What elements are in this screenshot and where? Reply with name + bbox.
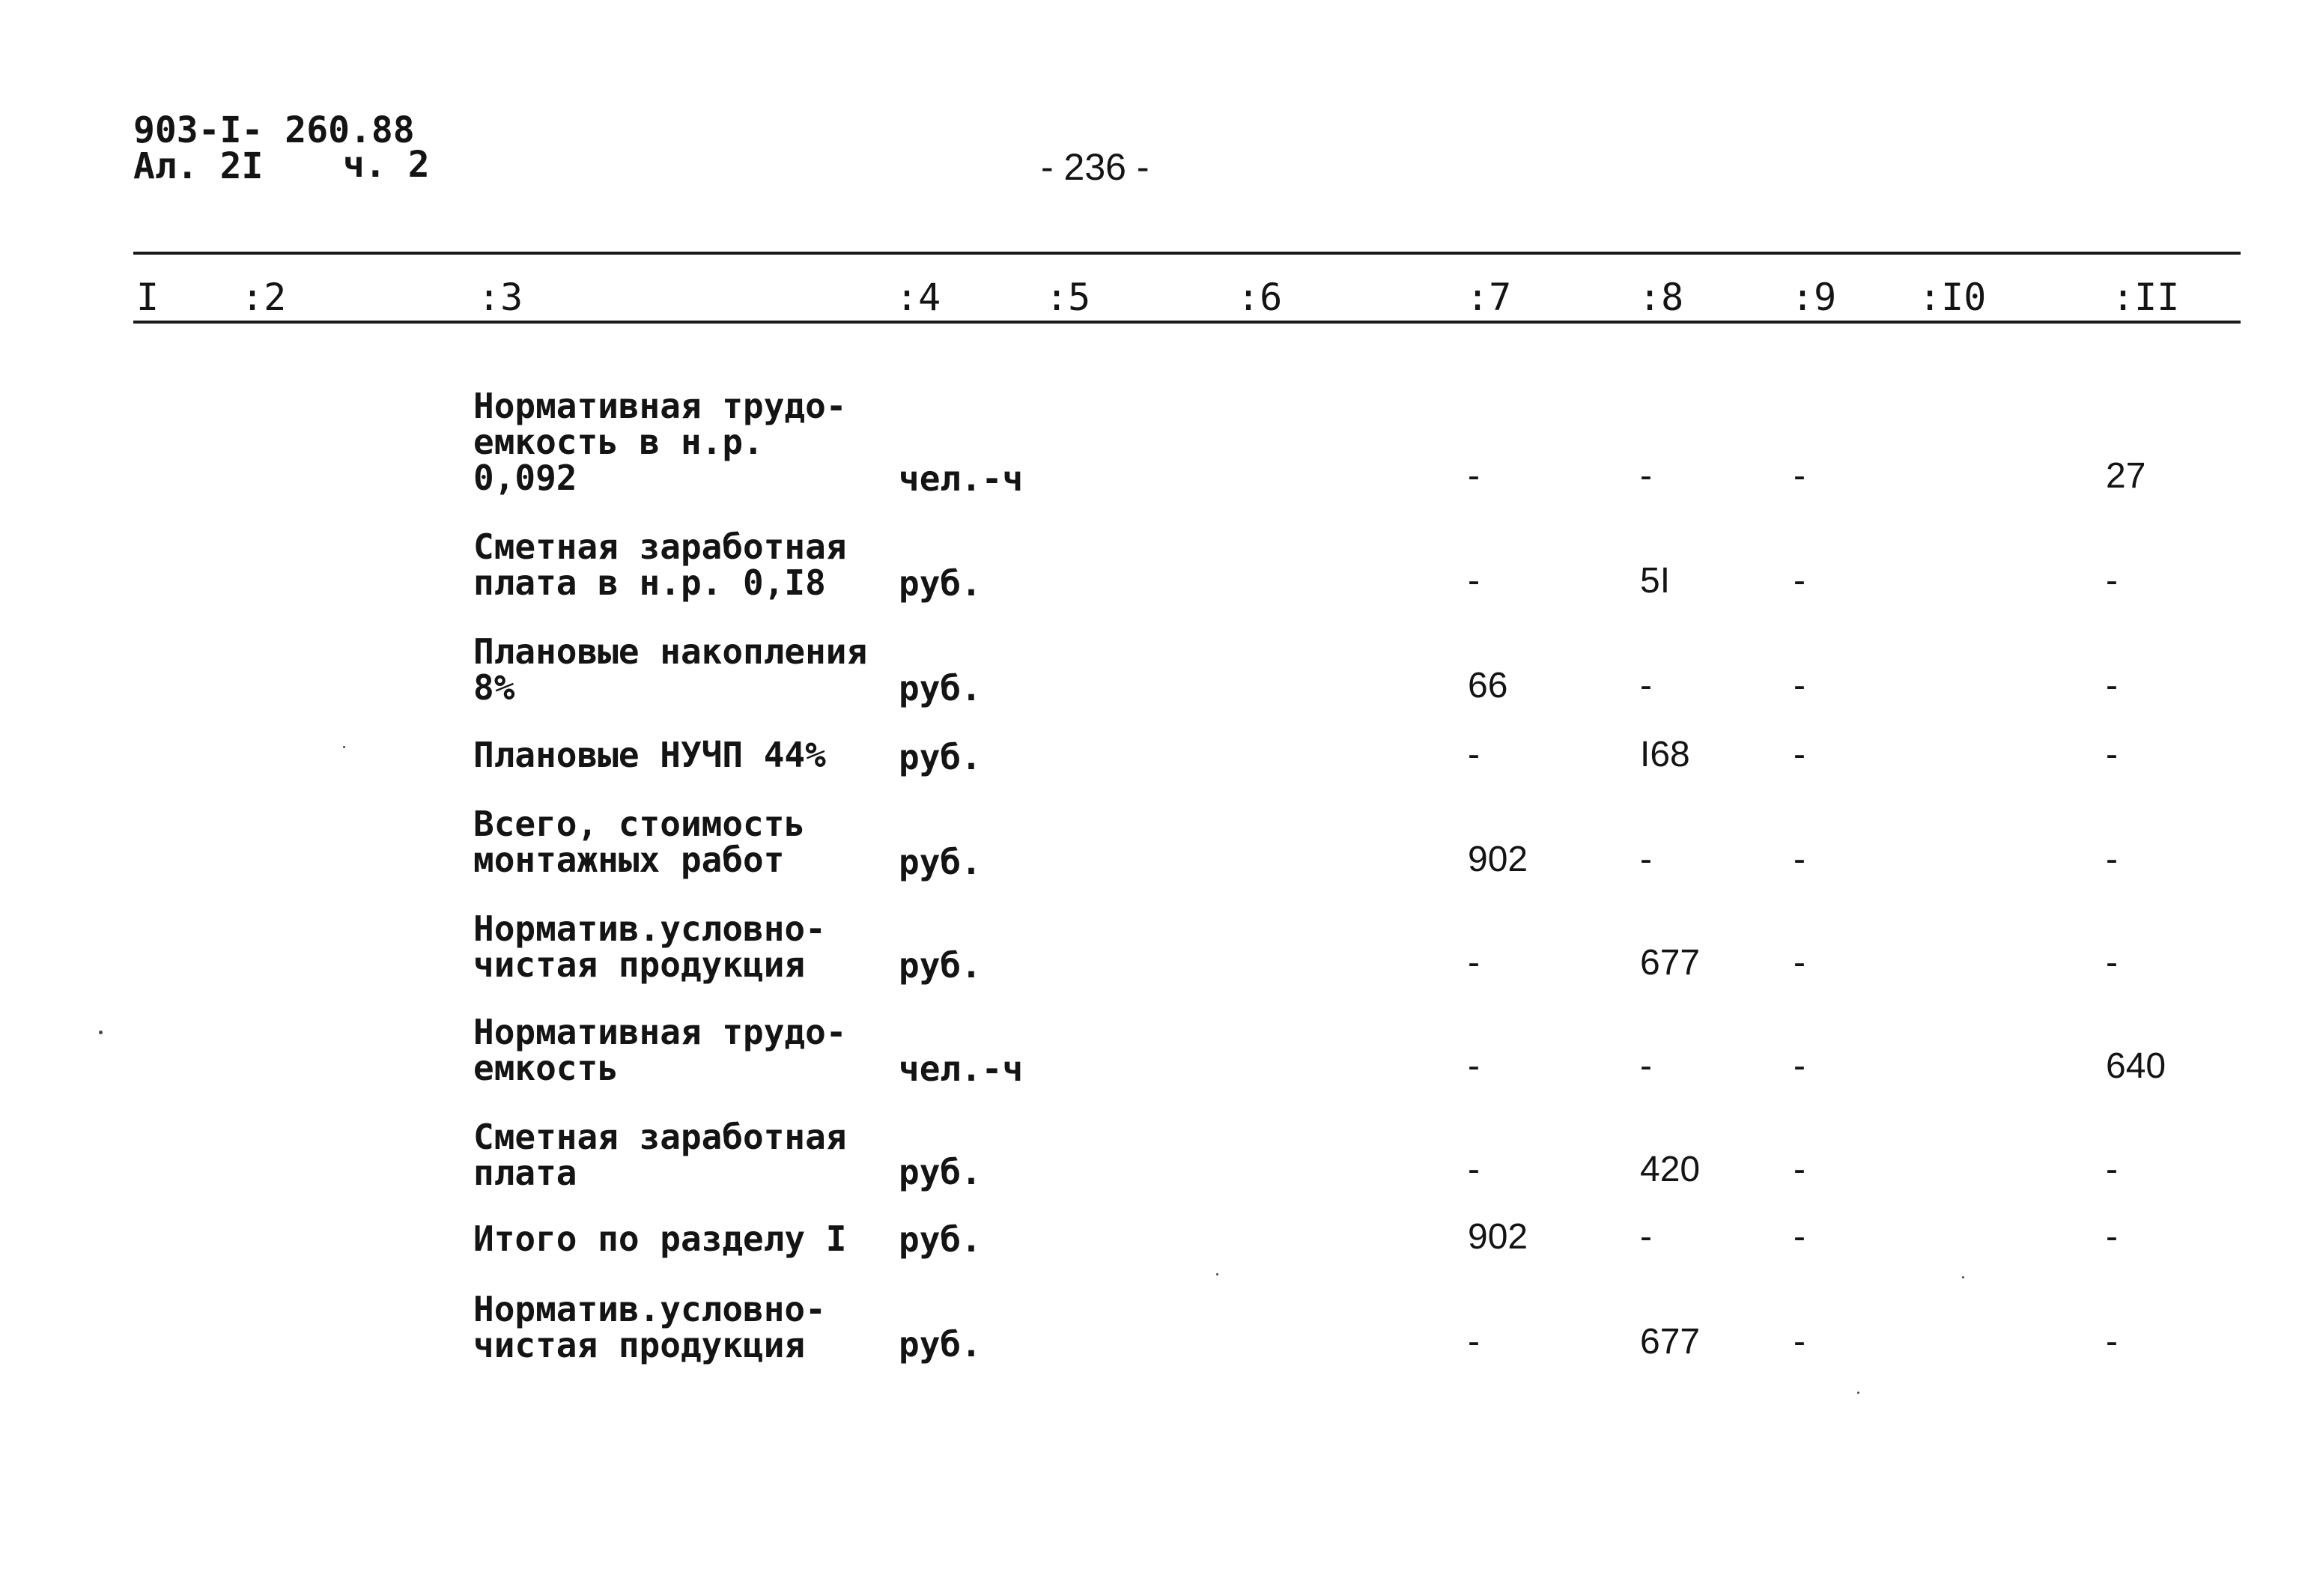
column-header-3: :3 [478, 276, 523, 319]
cell-col8: - [1640, 1217, 1652, 1257]
column-header-10: :I0 [1919, 276, 1987, 319]
cell-col11: - [2106, 561, 2118, 601]
cell-col11: - [2106, 943, 2118, 983]
column-header-5: :5 [1045, 276, 1091, 319]
row-description: Сметная заработная плата [473, 1117, 847, 1193]
cell-col7: - [1468, 456, 1480, 496]
cell-col9: - [1794, 561, 1806, 601]
cell-col11: - [2106, 1217, 2118, 1257]
cell-col9: - [1794, 735, 1806, 774]
row-description: Нормативная трудо- емкость [473, 1012, 847, 1088]
row-description: Всего, стоимость монтажных работ [473, 804, 806, 880]
cell-col7: - [1468, 735, 1480, 774]
row-description: Плановые накопления 8% [473, 631, 868, 708]
column-header-11: :II [2112, 276, 2180, 319]
cell-col9: - [1794, 456, 1806, 496]
column-header-1: I [136, 276, 160, 319]
row-description: Нормативная трудо- емкость в н.р. 0,092 [473, 386, 847, 498]
row-unit: руб. [899, 945, 982, 986]
cell-col8: - [1640, 456, 1652, 496]
cell-col9: - [1794, 943, 1806, 983]
document-code: 903-I- 260.88 [133, 109, 415, 151]
cell-col11: - [2106, 735, 2118, 774]
cell-col9: - [1794, 1046, 1806, 1086]
cell-col9: - [1794, 1150, 1806, 1189]
cell-col7: - [1468, 943, 1480, 983]
cell-col11: - [2106, 666, 2118, 706]
row-description: Плановые НУЧП 44% [473, 735, 826, 775]
row-unit: чел.-ч [899, 1049, 1024, 1089]
cell-col7: 902 [1468, 1217, 1528, 1257]
cell-col7: - [1468, 1322, 1480, 1362]
cell-col11: 27 [2106, 456, 2146, 496]
cell-col11: - [2106, 840, 2118, 879]
cell-col7: - [1468, 1150, 1480, 1189]
table-header-rule [133, 321, 2241, 324]
cell-col9: - [1794, 666, 1806, 706]
cell-col8: 677 [1640, 943, 1701, 983]
cell-col9: - [1794, 1217, 1806, 1257]
row-unit: чел.-ч [899, 458, 1024, 499]
table-top-rule [133, 252, 2241, 255]
row-unit: руб. [899, 668, 982, 709]
cell-col9: - [1794, 840, 1806, 879]
column-header-9: :9 [1791, 276, 1837, 319]
scan-speck [99, 1031, 103, 1034]
cell-col11: 640 [2106, 1046, 2166, 1086]
cell-col8: I68 [1640, 735, 1690, 774]
row-description: Итого по разделу I [473, 1219, 847, 1259]
column-header-8: :8 [1639, 276, 1684, 319]
scan-speck [1962, 1276, 1964, 1278]
part-number: ч. 2 [343, 144, 430, 186]
column-header-7: :7 [1466, 276, 1512, 319]
row-unit: руб. [899, 737, 982, 777]
column-header-2: :2 [241, 276, 287, 319]
cell-col11: - [2106, 1322, 2118, 1362]
row-unit: руб. [899, 1324, 982, 1365]
row-description: Норматив.условно- чистая продукция [473, 908, 826, 985]
cell-col8: - [1640, 666, 1652, 706]
cell-col7: - [1468, 561, 1480, 601]
scan-speck [1857, 1392, 1859, 1394]
cell-col7: 902 [1468, 840, 1528, 879]
row-description: Сметная заработная плата в н.р. 0,I8 [473, 527, 847, 603]
cell-col11: - [2106, 1150, 2118, 1189]
row-unit: руб. [899, 563, 982, 604]
cell-col8: 420 [1640, 1150, 1701, 1189]
scan-speck [1216, 1273, 1218, 1275]
cell-col8: - [1640, 840, 1652, 879]
column-header-4: :4 [896, 276, 941, 319]
cell-col9: - [1794, 1322, 1806, 1362]
sheet-number: Ал. 2I [133, 145, 264, 187]
row-description: Норматив.условно- чистая продукция [473, 1289, 826, 1365]
cell-col7: - [1468, 1046, 1480, 1086]
scan-speck [343, 746, 345, 748]
cell-col8: 5I [1640, 561, 1671, 601]
column-header-6: :6 [1237, 276, 1283, 319]
cell-col8: - [1640, 1046, 1652, 1086]
cell-col7: 66 [1468, 666, 1508, 706]
row-unit: руб. [899, 1152, 982, 1192]
page-number: - 236 - [1041, 146, 1150, 188]
row-unit: руб. [899, 842, 982, 882]
row-unit: руб. [899, 1219, 982, 1260]
cell-col8: 677 [1640, 1322, 1701, 1362]
